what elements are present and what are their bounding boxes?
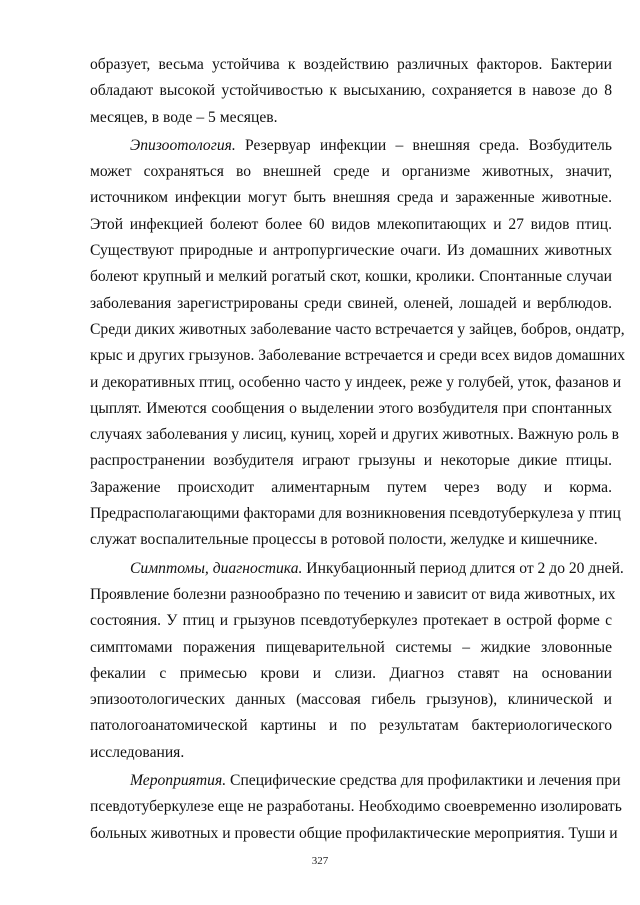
section-heading-symptoms: Симптомы, диагностика.: [130, 559, 303, 577]
text-line: патологоанатомической картины и по результатам бактериологического: [90, 717, 612, 735]
text-line: болеют крупный и мелкий рогатый скот, кошки, кролики. Спонтанные случаи: [90, 268, 612, 286]
page-number: 327: [311, 855, 329, 867]
text-line: случаях заболевания у лисиц, куниц, хорей и других животных. Важную роль в: [90, 426, 619, 444]
paragraph-epizootology: [90, 133, 625, 554]
text-line: заболевания зарегистрированы среди свиней, оленей, лошадей и верблюдов.: [90, 294, 612, 312]
text-line: [90, 556, 624, 582]
text-line: обладают высокой устойчивостью к высыханию, сохраняется в навозе до 8: [90, 82, 612, 100]
text-line: симптомами поражения пищеварительной системы – жидкие зловонные: [90, 638, 612, 656]
text-line: образует, весьма устойчива к воздействию различных факторов. Бактерии: [90, 56, 612, 73]
text-line: Проявление болезни разнообразно по течению и зависит от вида животных, их: [90, 585, 616, 603]
text-line: и декоративных птиц, особенно часто у индеек, реже у голубей, уток, фазанов и: [90, 373, 622, 391]
text-line: источником инфекции могут быть внешняя среда и зараженные животные.: [90, 189, 612, 207]
section-heading-epizootology: Эпизоотология.: [130, 136, 236, 154]
text-line: крыс и других грызунов. Заболевание встречается и среди всех видов домашних: [90, 347, 625, 365]
text-line: Этой инфекцией болеют более 60 видов млекопитающих и 27 видов птиц.: [90, 215, 612, 233]
text-fragment: Резервуар инфекции – внешняя среда. Возбудитель: [235, 136, 612, 154]
paragraph-symptoms: [90, 556, 624, 766]
text-line: Среди диких животных заболевание часто встречается у зайцев, бобров, ондатр,: [90, 320, 625, 338]
text-line: эпизоотологических данных (массовая гибель грызунов), клинической и: [90, 691, 612, 709]
text-line: больных животных и провести общие профилактические мероприятия. Туши и: [90, 824, 618, 842]
text-line: распространении возбудителя играют грызуны и некоторые дикие птицы.: [90, 452, 612, 470]
page-body: [90, 52, 625, 847]
text-fragment: Инкубационный период длится от 2 до 20 дней.: [302, 559, 624, 577]
text-line: Существуют природные и антропургические очаги. Из домашних животных: [90, 242, 612, 260]
paragraph-intro: [90, 52, 612, 131]
text-line: [90, 133, 612, 159]
text-line: состояния. У птиц и грызунов псевдотуберкулез протекает в острой форме с: [90, 612, 612, 630]
text-line: цыплят. Имеются сообщения о выделении этого возбудителя при спонтанных: [90, 399, 612, 417]
text-line: фекалии с примесью крови и слизи. Диагноз ставят на основании: [90, 664, 612, 682]
text-line: [90, 768, 621, 794]
text-line: может сохраняться во внешней среде и организме животных, значит,: [90, 163, 612, 181]
text-line: служат воспалительные процессы в ротовой полости, желудке и кишечнике.: [90, 531, 598, 549]
section-heading-measures: Мероприятия.: [130, 772, 227, 790]
text-line: Заражение происходит алиментарным путем через воду и корма.: [90, 478, 612, 496]
text-fragment: Специфические средства для профилактики и лечения при: [226, 772, 621, 790]
text-line: исследования.: [90, 743, 185, 761]
paragraph-measures: [90, 768, 622, 847]
text-line: месяцев, в воде – 5 месяцев.: [90, 108, 278, 126]
text-line: Предрасполагающими факторами для возникновения псевдотуберкулеза у птиц: [90, 505, 621, 523]
text-line: псевдотуберкулезе еще не разработаны. Необходимо своевременно изолировать: [90, 798, 622, 816]
